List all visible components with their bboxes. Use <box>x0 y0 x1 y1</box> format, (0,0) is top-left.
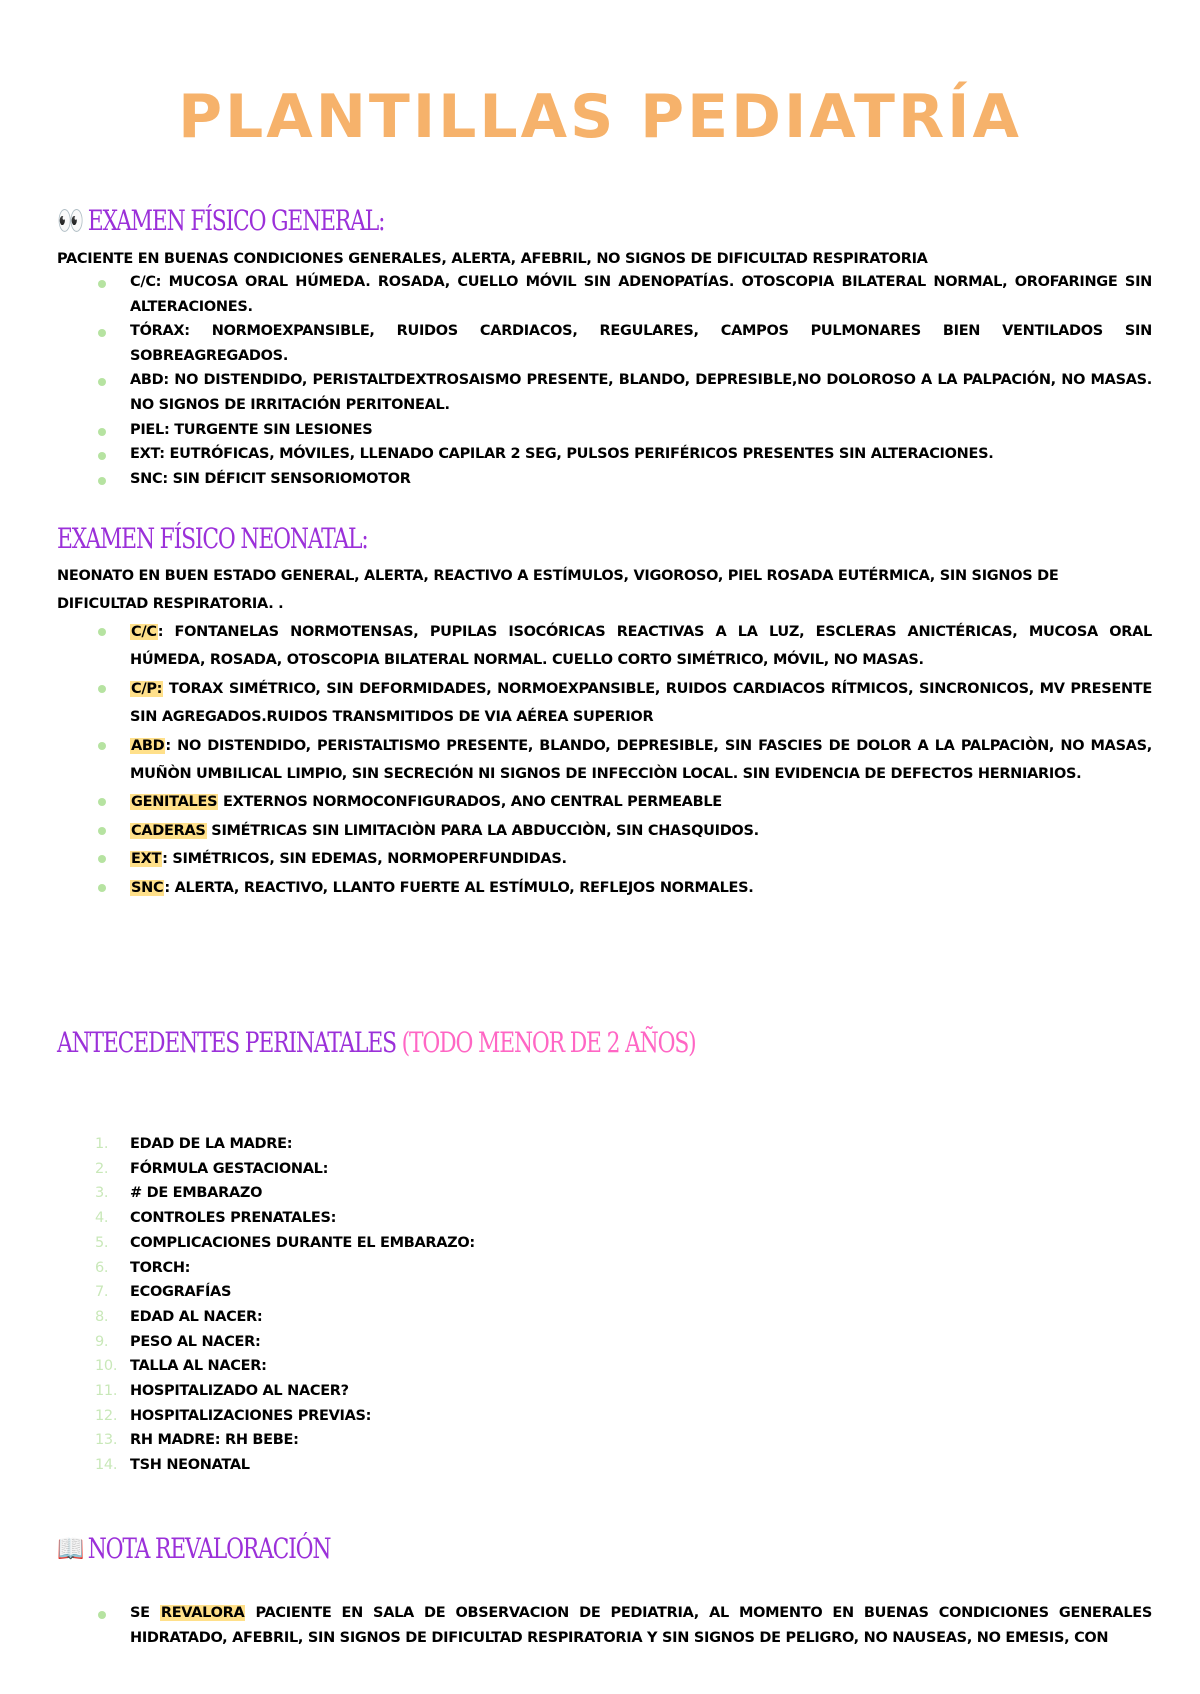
highlight-key: EXT <box>131 851 162 868</box>
list-item <box>57 1330 1152 1355</box>
list-number: 11. <box>95 1383 118 1400</box>
list-number: 10. <box>95 1358 118 1375</box>
list-number: 14. <box>95 1457 118 1474</box>
list-item <box>57 1428 1152 1453</box>
list-item-text: # DE EMBARAZO <box>130 1185 263 1202</box>
list-item-text: HOSPITALIZADO AL NACER? <box>130 1383 349 1400</box>
list-item: TÓRAX: NORMOEXPANSIBLE, RUIDOS CARDIACOS, REGULARES, CAMPOS PULMONARES BIEN VENTILADOS SIN SOBREAGREGADOS. <box>57 319 1152 368</box>
list-item <box>57 1354 1152 1379</box>
highlight-key: C/C <box>131 624 157 640</box>
list-item <box>57 1157 1152 1182</box>
list-item-text: TSH NEONATAL <box>130 1457 250 1474</box>
perinatal-list <box>57 1132 1152 1478</box>
list-item <box>57 675 1152 732</box>
open-book-icon: 📖 <box>57 1532 84 1565</box>
highlight-key: ABD <box>131 737 165 754</box>
neonatal-exam-list <box>57 618 1152 902</box>
list-item-text: HOSPITALIZACIONES PREVIAS: <box>130 1407 372 1424</box>
list-number: 8. <box>95 1308 109 1325</box>
list-item: SNC: SIN DÉFICIT SENSORIOMOTOR <box>57 467 1152 492</box>
list-number: 12. <box>95 1407 118 1424</box>
perinatal-heading-text: ANTECEDENTES PERINATALES <box>57 1026 396 1059</box>
list-item-text: ECOGRAFÍAS <box>130 1284 232 1301</box>
list-number: 6. <box>95 1259 109 1276</box>
highlight-key: REVALORA <box>160 1605 245 1621</box>
list-item <box>57 1453 1152 1478</box>
list-item-prefix: SE <box>130 1605 160 1621</box>
list-number: 1. <box>95 1136 109 1152</box>
list-item-text: : ALERTA, REACTIVO, LLANTO FUERTE AL ESTÍMULO, REFLEJOS NORMALES. <box>164 879 754 896</box>
list-item-text: CONTROLES PRENATALES: <box>130 1210 337 1227</box>
list-item-text: EDAD AL NACER: <box>130 1308 263 1325</box>
list-item-text: : NO DISTENDIDO, PERISTALTISMO PRESENTE, BLANDO, DEPRESIBLE, SIN FASCIES DE DOLOR A LA PALPACIÒN, NO MASAS, MUÑÒN UMBILICAL LIMPIO, SIN SECRECIÓN NI SIGNOS DE INFECCIÒN LOCAL. SIN EVIDENCIA DE DEFECTOS HERNIARIOS. <box>130 737 1152 783</box>
list-item <box>57 732 1152 789</box>
list-item <box>57 817 1152 845</box>
list-item-text: PESO AL NACER: <box>130 1333 261 1350</box>
list-number: 7. <box>95 1284 109 1301</box>
section-heading-revaloracion <box>57 1532 330 1565</box>
list-item <box>57 1404 1152 1429</box>
list-item-text: FÓRMULA GESTACIONAL: <box>130 1160 329 1177</box>
list-item: ABD: NO DISTENDIDO, PERISTALTDEXTROSAISMO PRESENTE, BLANDO, DEPRESIBLE,NO DOLOROSO A LA PALPACIÓN, NO MASAS. NO SIGNOS DE IRRITACIÓN PERITONEAL. <box>57 368 1152 417</box>
list-number: 2. <box>95 1160 109 1177</box>
list-item <box>57 1181 1152 1206</box>
list-number: 4. <box>95 1210 109 1227</box>
list-item-text: : SIMÉTRICOS, SIN EDEMAS, NORMOPERFUNDIDAS. <box>162 851 567 868</box>
list-item <box>57 1132 1152 1157</box>
list-item: C/C: MUCOSA ORAL HÚMEDA. ROSADA, CUELLO MÓVIL SIN ADENOPATÍAS. OTOSCOPIA BILATERAL NORMAL, OROFARINGE SIN ALTERACIONES. <box>57 270 1152 319</box>
perinatal-heading-note: (TODO MENOR DE 2 AÑOS) <box>401 1026 696 1059</box>
list-item: PIEL: TURGENTE SIN LESIONES <box>57 418 1152 443</box>
list-item <box>57 1206 1152 1231</box>
list-item-text: SIMÉTRICAS SIN LIMITACIÒN PARA LA ABDUCCIÒN, SIN CHASQUIDOS. <box>206 822 759 839</box>
list-item-text: : FONTANELAS NORMOTENSAS, PUPILAS ISOCÓRICAS REACTIVAS A LA LUZ, ESCLERAS ANICTÉRICAS, MUCOSA ORAL HÚMEDA, ROSADA, OTOSCOPIA BILATERAL NORMAL. CUELLO CORTO SIMÉTRICO, MÓVIL, NO MASAS. <box>130 624 1152 669</box>
highlight-key: C/P: <box>131 680 163 697</box>
list-item <box>57 788 1152 816</box>
list-item-text: TORAX SIMÉTRICO, SIN DEFORMIDADES, NORMOEXPANSIBLE, RUIDOS CARDIACOS RÍTMICOS, SINCRONICOS, MV PRESENTE SIN AGREGADOS.RUIDOS TRANSMITIDOS DE VIA AÉREA SUPERIOR <box>130 680 1152 726</box>
highlight-key: GENITALES <box>131 794 218 811</box>
revaloracion-heading-text: NOTA REVALORACIÓN <box>87 1532 331 1565</box>
eyes-icon: 👀 <box>57 204 84 237</box>
list-item-text: RH MADRE: RH BEBE: <box>130 1432 299 1449</box>
list-item <box>57 618 1152 675</box>
list-item <box>57 1305 1152 1330</box>
list-item-text: EXTERNOS NORMOCONFIGURADOS, ANO CENTRAL PERMEABLE <box>218 794 722 811</box>
neonatal-intro: NEONATO EN BUEN ESTADO GENERAL, ALERTA, REACTIVO A ESTÍMULOS, VIGOROSO, PIEL ROSADA EUTÉRMICA, SIN SIGNOS DE DIFICULTAD RESPIRATORIA. . <box>57 568 1059 612</box>
section-heading-perinatal <box>57 1026 696 1059</box>
highlight-key: CADERAS <box>131 822 206 839</box>
list-item-text: TALLA AL NACER: <box>130 1358 267 1375</box>
section-heading-general <box>57 204 384 237</box>
list-item-text: TORCH: <box>130 1259 191 1276</box>
general-heading-text: EXAMEN FÍSICO GENERAL: <box>87 204 385 237</box>
page-title: PLANTILLAS PEDIATRÍA <box>178 82 1022 152</box>
section-heading-neonatal: EXAMEN FÍSICO NEONATAL: <box>57 522 368 555</box>
list-item <box>57 845 1152 873</box>
general-intro: PACIENTE EN BUENAS CONDICIONES GENERALES, ALERTA, AFEBRIL, NO SIGNOS DE DIFICULTAD RESPIRATORIA <box>57 251 928 267</box>
list-number: 9. <box>95 1333 109 1350</box>
list-number: 5. <box>95 1234 109 1251</box>
list-item <box>57 1601 1152 1650</box>
list-item <box>57 1280 1152 1305</box>
list-number: 3. <box>95 1185 109 1202</box>
list-item <box>57 1379 1152 1404</box>
list-number: 13. <box>95 1432 118 1449</box>
list-item-text: COMPLICACIONES DURANTE EL EMBARAZO: <box>130 1234 475 1251</box>
list-item <box>57 874 1152 902</box>
list-item <box>57 1256 1152 1281</box>
list-item-text: EDAD DE LA MADRE: <box>130 1136 293 1152</box>
list-item-text: PACIENTE EN SALA DE OBSERVACION DE PEDIATRIA, AL MOMENTO EN BUENAS CONDICIONES GENERALES HIDRATADO, AFEBRIL, SIN SIGNOS DE DIFICULTAD RESPIRATORIA Y SIN SIGNOS DE PELIGRO, NO NAUSEAS, NO EMESIS, CON <box>130 1605 1153 1646</box>
list-item: EXT: EUTRÓFICAS, MÓVILES, LLENADO CAPILAR 2 SEG, PULSOS PERIFÉRICOS PRESENTES SIN ALTERACIONES. <box>57 442 1152 467</box>
list-item <box>57 1231 1152 1256</box>
highlight-key: SNC <box>131 879 164 896</box>
general-exam-list <box>57 270 1152 491</box>
revaloracion-list <box>57 1601 1152 1650</box>
